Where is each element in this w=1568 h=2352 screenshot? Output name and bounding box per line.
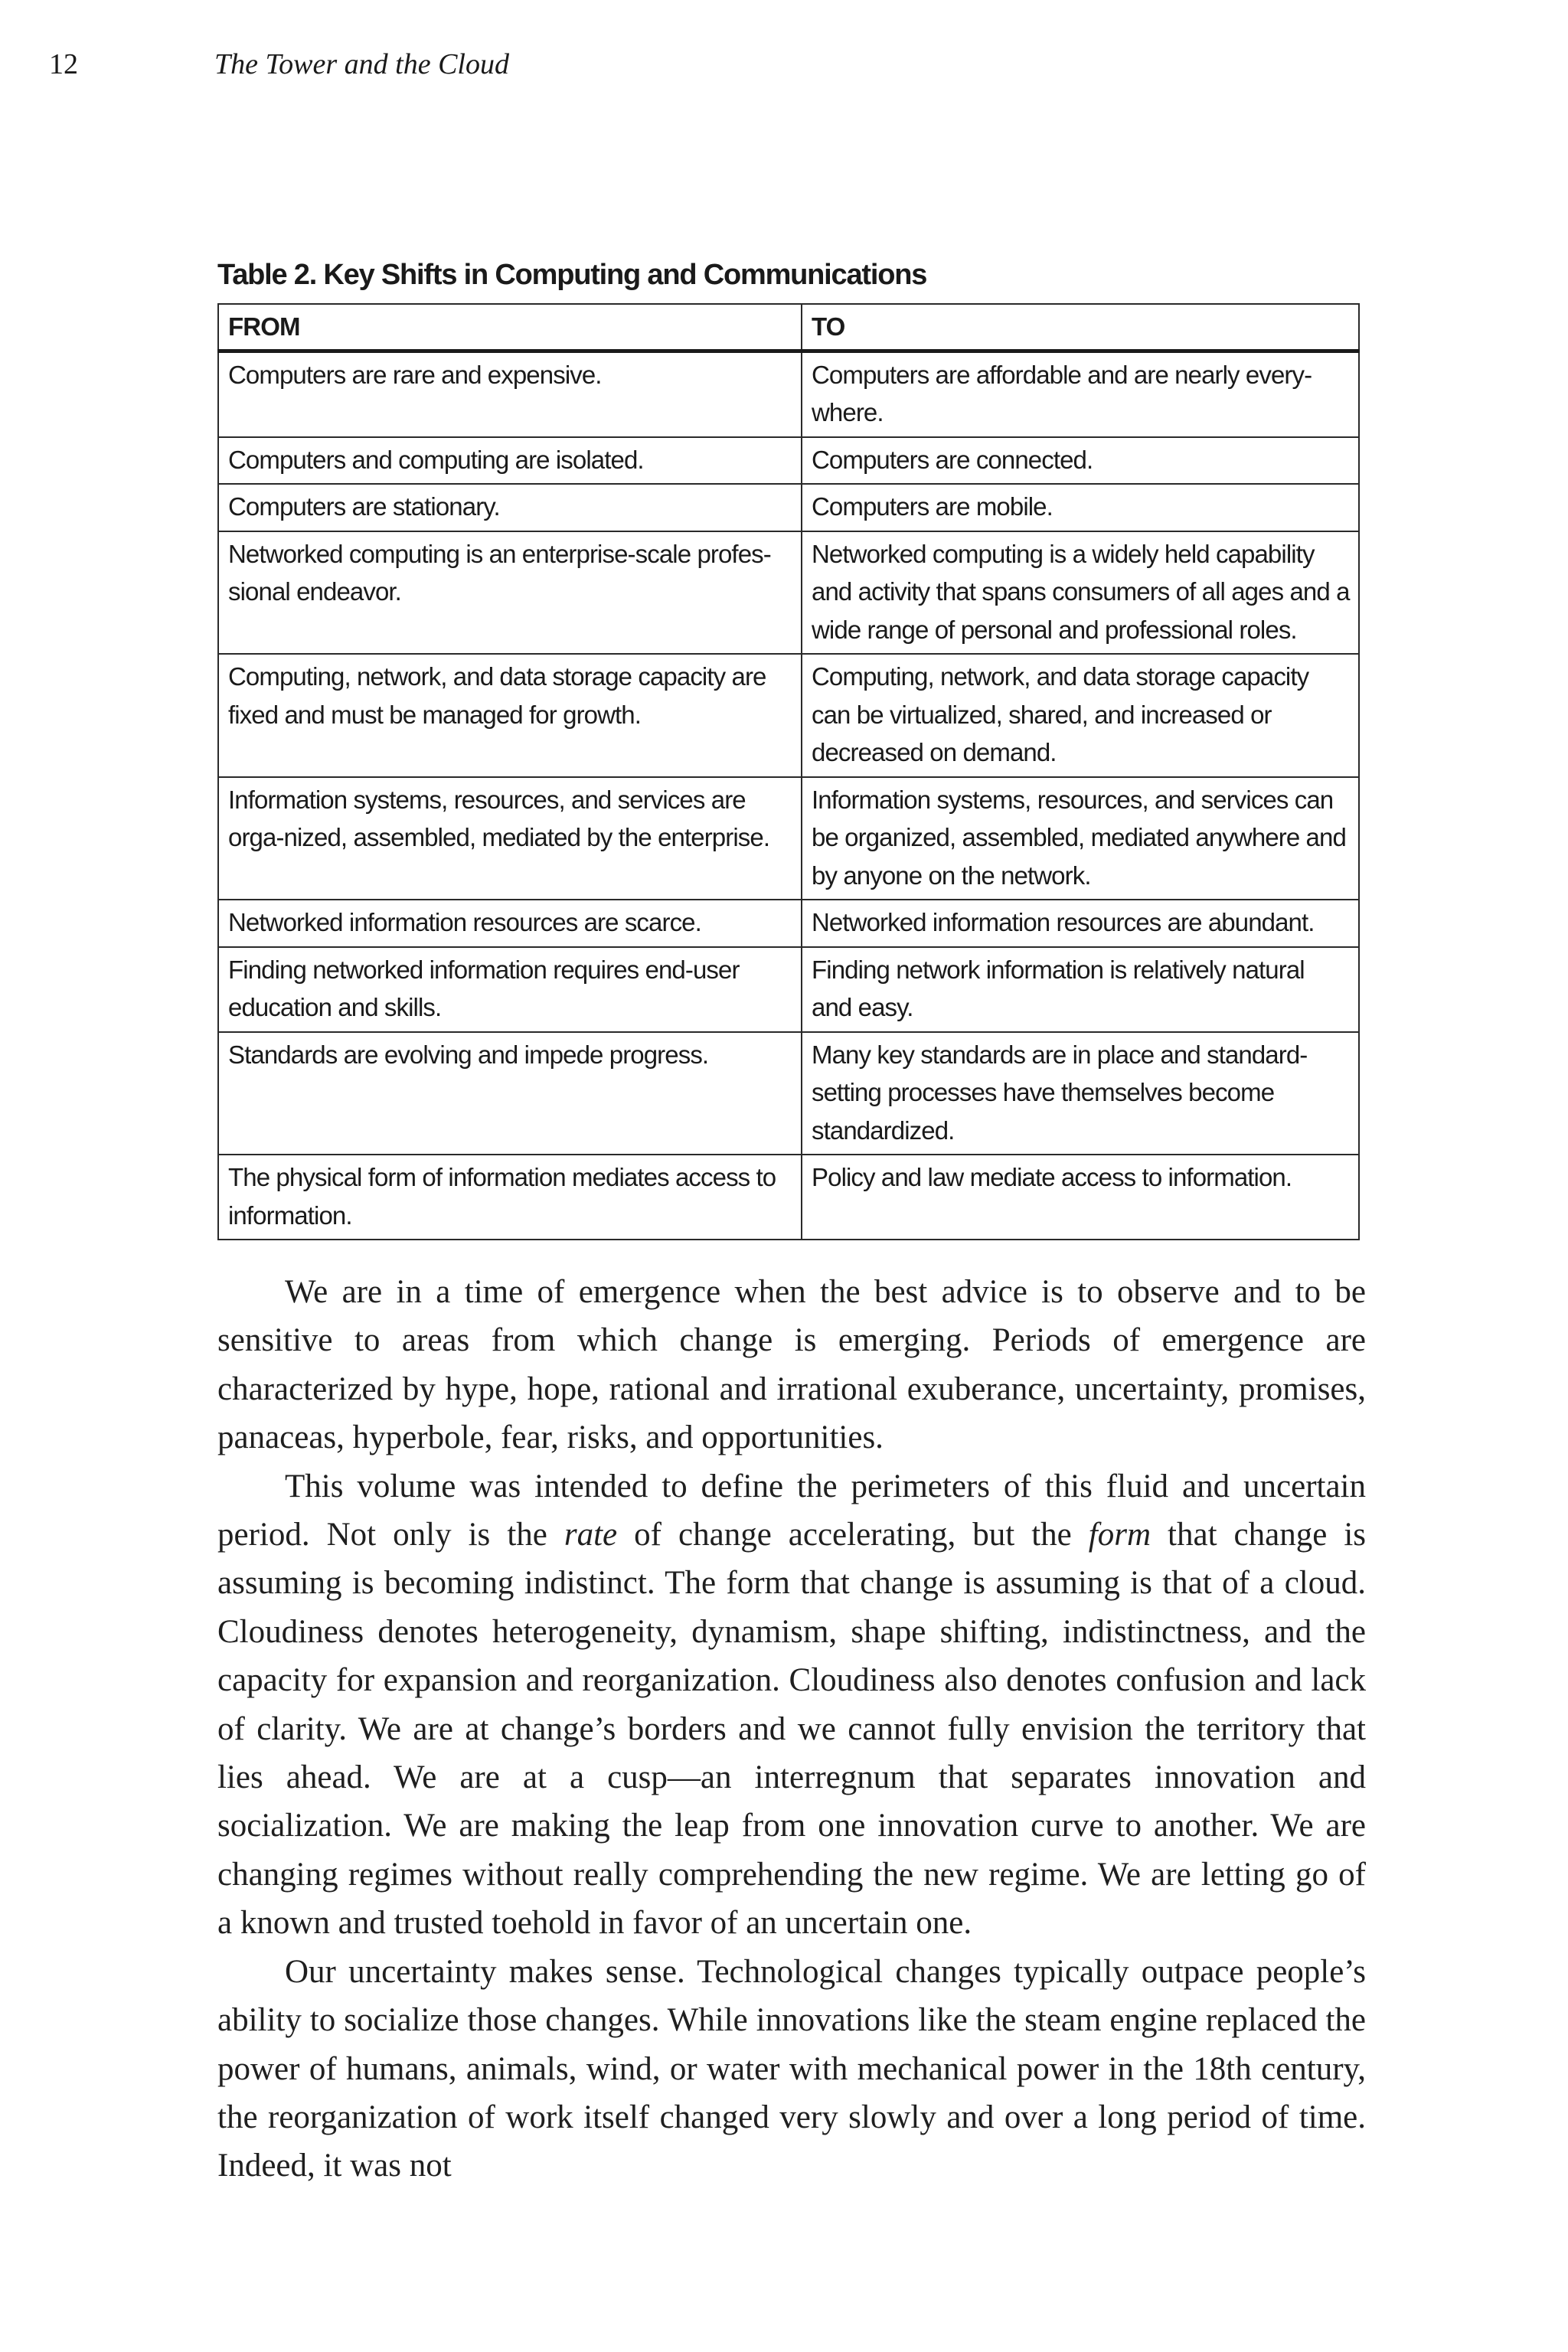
emphasis-rate: rate [564,1517,618,1553]
to-cell: Networked computing is a widely held capability and activity that spans consumers of all ages and a wide range of personal and professional roles. [802,531,1359,655]
body-text [217,1268,1366,2190]
column-header-to: TO [802,304,1359,351]
table-row [218,531,1359,655]
from-cell: Finding networked information requires end-user education and skills. [218,947,802,1032]
to-cell: Computing, network, and data storage capacity can be virtualized, shared, and increased or decreased on demand. [802,654,1359,777]
running-title: The Tower and the Cloud [214,48,509,80]
table-row [218,777,1359,900]
shifts-table [217,303,1360,1240]
table-row [218,654,1359,777]
to-cell: Computers are mobile. [802,484,1359,531]
table-row [218,900,1359,947]
from-cell: Networked information resources are scarce. [218,900,802,947]
from-cell: Information systems, resources, and services are orga-nized, assembled, mediated by the enterprise. [218,777,802,900]
table-row [218,351,1359,437]
to-cell: Information systems, resources, and services can be organized, assembled, mediated anywhere and by anyone on the network. [802,777,1359,900]
to-cell: Computers are affordable and are nearly every-where. [802,351,1359,437]
paragraph-text: This volume was intended to define the perimeters of this fluid and uncertain period. Not only is the [217,1468,1366,1553]
body-paragraph-3: Our uncertainty makes sense. Technological changes typically outpace people’s ability to socialize those changes. While innovations like the steam engine replaced the power of humans, animals, wind, or water with mechanical power in the 18th century, the reorganization of work itself changed very slowly and over a long period of time. Indeed, it was not [217,1953,1366,2184]
from-cell: Standards are evolving and impede progress. [218,1032,802,1155]
table-row [218,947,1359,1032]
column-header-from: FROM [218,304,802,351]
table-header-row [218,304,1359,351]
to-cell: Finding network information is relatively natural and easy. [802,947,1359,1032]
body-paragraph-2 [217,1462,1366,1948]
from-cell: The physical form of information mediates access to information. [218,1155,802,1240]
from-cell: Computers and computing are isolated. [218,437,802,485]
table-row [218,1155,1359,1240]
from-cell: Computers are stationary. [218,484,802,531]
to-cell: Computers are connected. [802,437,1359,485]
table-row [218,1032,1359,1155]
paragraph-text: that change is assuming is becoming indistinct. The form that change is assuming is that of a cloud. Cloudiness denotes heterogeneity, dynamism, shape shifting, indistinctness, and the capacity for expansion and reorganization. Cloudiness also denotes confusion and lack of clarity. We are at change’s borders and we cannot fully envision the territory that lies ahead. We are at a cusp—an interregnum that separates innovation and socialization. We are making the leap from one innovation curve to another. We are changing regimes without really comprehending the new regime. We are letting go of a known and trusted toehold in favor of an uncertain one. [217,1517,1366,1942]
page-number: 12 [49,48,78,80]
from-cell: Computers are rare and expensive. [218,351,802,437]
paragraph-text: of change accelerating, but the [617,1517,1089,1553]
table-row [218,437,1359,485]
to-cell: Networked information resources are abundant. [802,900,1359,947]
to-cell: Policy and law mediate access to information. [802,1155,1359,1240]
to-cell: Many key standards are in place and standard-setting processes have themselves become standardized. [802,1032,1359,1155]
from-cell: Computing, network, and data storage capacity are fixed and must be managed for growth. [218,654,802,777]
emphasis-form: form [1088,1517,1152,1553]
table-row [218,484,1359,531]
table-caption: Table 2. Key Shifts in Computing and Communications [217,259,927,291]
from-cell: Networked computing is an enterprise-scale profes-sional endeavor. [218,531,802,655]
body-paragraph-1: We are in a time of emergence when the best advice is to observe and to be sensitive to areas from which change is emerging. Periods of emergence are characterized by hype, hope, rational and irrational exuberance, uncertainty, promises, panaceas, hyperbole, fear, risks, and opportunities. [217,1274,1366,1456]
